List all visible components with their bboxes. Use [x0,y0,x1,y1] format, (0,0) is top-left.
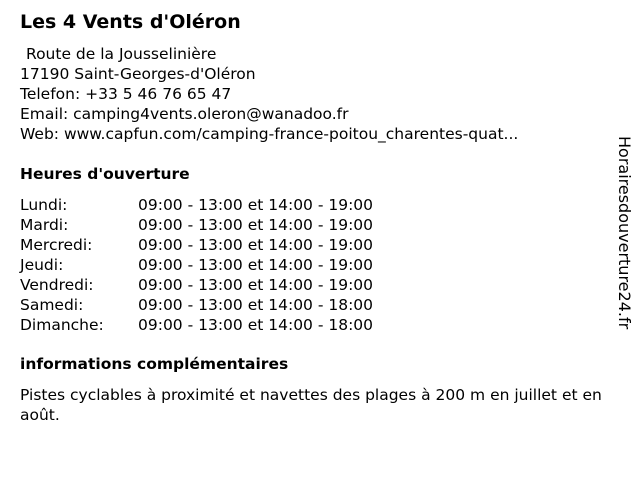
opening-hours-heading: Heures d'ouverture [20,165,190,183]
time-range: 09:00 - 13:00 et 14:00 - 19:00 [138,236,374,254]
time-range: 09:00 - 13:00 et 14:00 - 19:00 [138,216,374,234]
hours-row-thursday [20,255,373,275]
opening-hours-table [20,195,373,335]
time-range: 09:00 - 13:00 et 14:00 - 18:00 [138,316,374,334]
day-label: Lundi: [20,196,68,214]
page-title: Les 4 Vents d'Oléron [20,11,241,33]
hours-row-monday [20,195,373,215]
additional-info-text: Pistes cyclables à proximité et navettes des plages à 200 m en juillet et en août. [20,386,602,424]
hours-row-wednesday [20,235,373,255]
day-label: Mardi: [20,216,69,234]
hours-row-saturday [20,295,373,315]
phone-line: Telefon: +33 5 46 76 65 47 [20,85,232,103]
day-label: Mercredi: [20,236,93,254]
day-label: Vendredi: [20,276,94,294]
address-line-city: 17190 Saint-Georges-d'Oléron [20,65,256,83]
site-watermark: Horairesdouverture24.fr [615,136,634,330]
time-range: 09:00 - 13:00 et 14:00 - 19:00 [138,196,374,214]
address-line-street: Route de la Jousselinière [26,45,217,63]
hours-row-sunday [20,315,373,335]
time-range: 09:00 - 13:00 et 14:00 - 19:00 [138,276,374,294]
time-range: 09:00 - 13:00 et 14:00 - 18:00 [138,296,374,314]
hours-row-friday [20,275,373,295]
hours-row-tuesday [20,215,373,235]
email-line: Email: camping4vents.oleron@wanadoo.fr [20,105,349,123]
additional-info-heading: informations complémentaires [20,355,289,373]
time-range: 09:00 - 13:00 et 14:00 - 19:00 [138,256,374,274]
day-label: Samedi: [20,296,84,314]
day-label: Dimanche: [20,316,104,334]
web-line: Web: www.capfun.com/camping-france-poitou_charentes-quat... [20,125,519,143]
day-label: Jeudi: [20,256,64,274]
contact-block [20,44,518,144]
